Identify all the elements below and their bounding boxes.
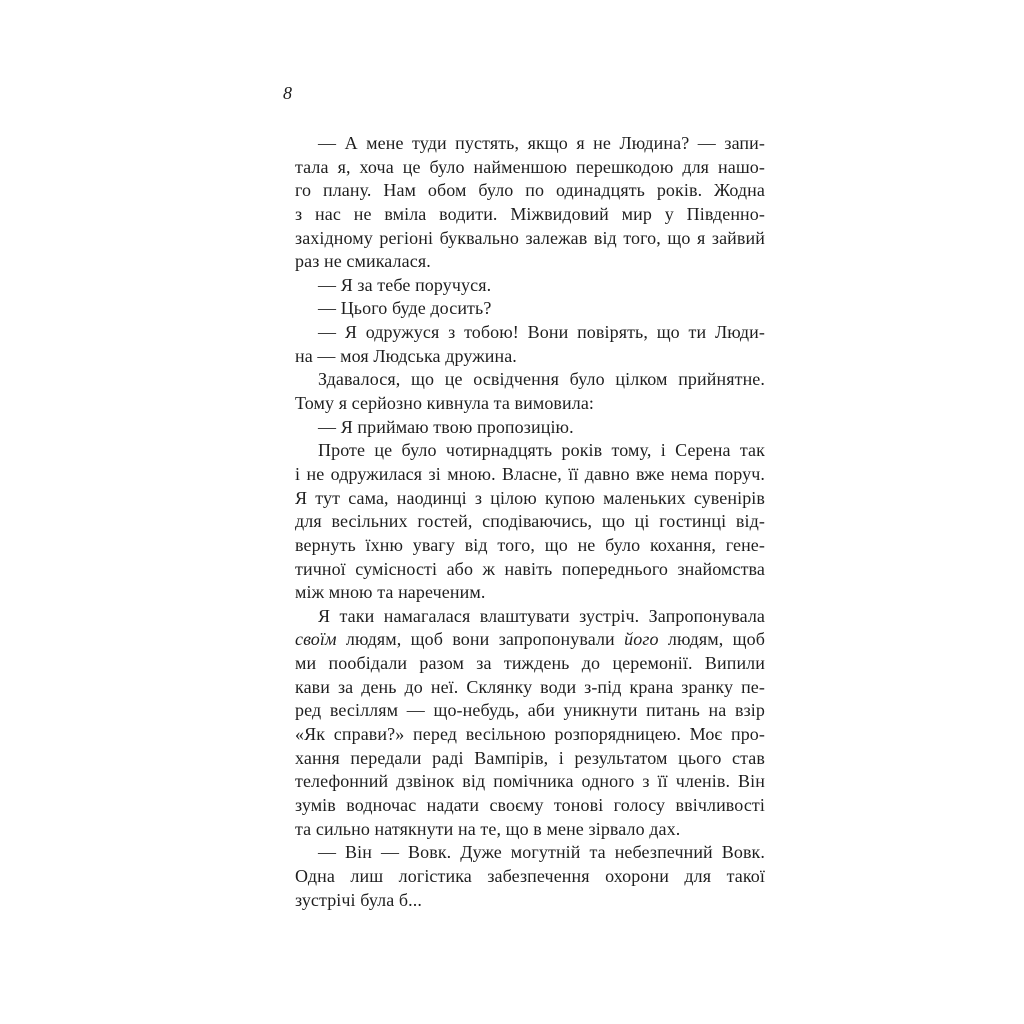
text-line: Я тут сама, наодинці з цілою купою маленьких сувенірів bbox=[295, 487, 765, 508]
paragraph bbox=[295, 132, 765, 274]
text-line: між мною та нареченим. bbox=[295, 582, 486, 603]
text-line: Здавалося, що це освідчення було цілком прийнятне. bbox=[318, 369, 765, 390]
text-line: Я таки намагалася влаштувати зустріч. Запропонувала bbox=[318, 605, 765, 626]
paragraph bbox=[295, 274, 765, 298]
text-line: — Я приймаю твою пропозицію. bbox=[318, 416, 574, 437]
text-line: тичної сумісності або ж навіть попереднього знайомства bbox=[295, 558, 765, 579]
paragraph bbox=[295, 605, 765, 841]
page-number: 8 bbox=[283, 83, 292, 103]
text-line: кави за день до неї. Склянку води з-під крана зранку пе- bbox=[295, 676, 765, 697]
text-line: ми пообідали разом за тиждень до церемонії. Випили bbox=[295, 653, 765, 674]
text-line: для весільних гостей, сподіваючись, що ці гостинці від- bbox=[295, 511, 765, 532]
paragraph bbox=[295, 321, 765, 368]
text-line: тала я, хоча це було найменшою перешкодою для нашо- bbox=[295, 156, 765, 177]
text-line: Тому я серйозно кивнула та вимовила: bbox=[295, 393, 595, 414]
text-line: своїм людям, щоб вони запропонували його людям, щоб bbox=[295, 629, 765, 650]
paragraph bbox=[295, 368, 765, 415]
text-line: «Як справи?» перед весільною розпорядницею. Моє про- bbox=[295, 724, 765, 745]
text-line: — Цього буде досить? bbox=[318, 298, 492, 319]
paragraph bbox=[295, 439, 765, 604]
text-line: зустрічі була б... bbox=[295, 889, 422, 910]
page-text bbox=[295, 132, 765, 912]
text-line: — Я одружуся з тобою! Вони повірять, що ти Люди- bbox=[318, 322, 765, 343]
text-line: хання передали раді Вампірів, і результатом цього став bbox=[295, 747, 765, 768]
text-line: телефонний дзвінок від помічника одного з її членів. Він bbox=[295, 771, 765, 792]
text-line: Проте це було чотирнадцять років тому, і Серена так bbox=[318, 440, 765, 461]
text-line: з нас не вміла водити. Міжвидовий мир у Південно- bbox=[295, 203, 765, 224]
text-line: на — моя Людська дружина. bbox=[295, 345, 517, 366]
text-line: зумів водночас надати своєму тонові голосу ввічливості bbox=[295, 794, 765, 815]
text-line: — Я за тебе поручуся. bbox=[318, 274, 492, 295]
paragraph bbox=[295, 297, 765, 321]
text-line: — А мене туди пустять, якщо я не Людина? — запи- bbox=[318, 133, 765, 153]
text-line: та сильно натякнути на те, що в мене зірвало дах. bbox=[295, 818, 681, 839]
text-line: — Він — Вовк. Дуже могутній та небезпечний Вовк. bbox=[318, 842, 765, 863]
text-line: вернуть їхню увагу від того, що не було кохання, гене- bbox=[295, 534, 765, 555]
text-line: раз не смикалася. bbox=[295, 251, 431, 272]
text-line: го плану. Нам обом було по одинадцять років. Жодна bbox=[295, 180, 765, 201]
paragraph bbox=[295, 841, 765, 912]
text-line: ред весіллям — що-небудь, аби уникнути питань на взір bbox=[295, 700, 765, 721]
text-line: західному регіоні буквально залежав від того, що я зайвий bbox=[295, 227, 765, 248]
text-line: і не одружилася зі мною. Власне, її давно вже нема поруч. bbox=[295, 463, 765, 484]
paragraph bbox=[295, 416, 765, 440]
text-line: Одна лиш логістика забезпечення охорони для такої bbox=[295, 865, 765, 886]
